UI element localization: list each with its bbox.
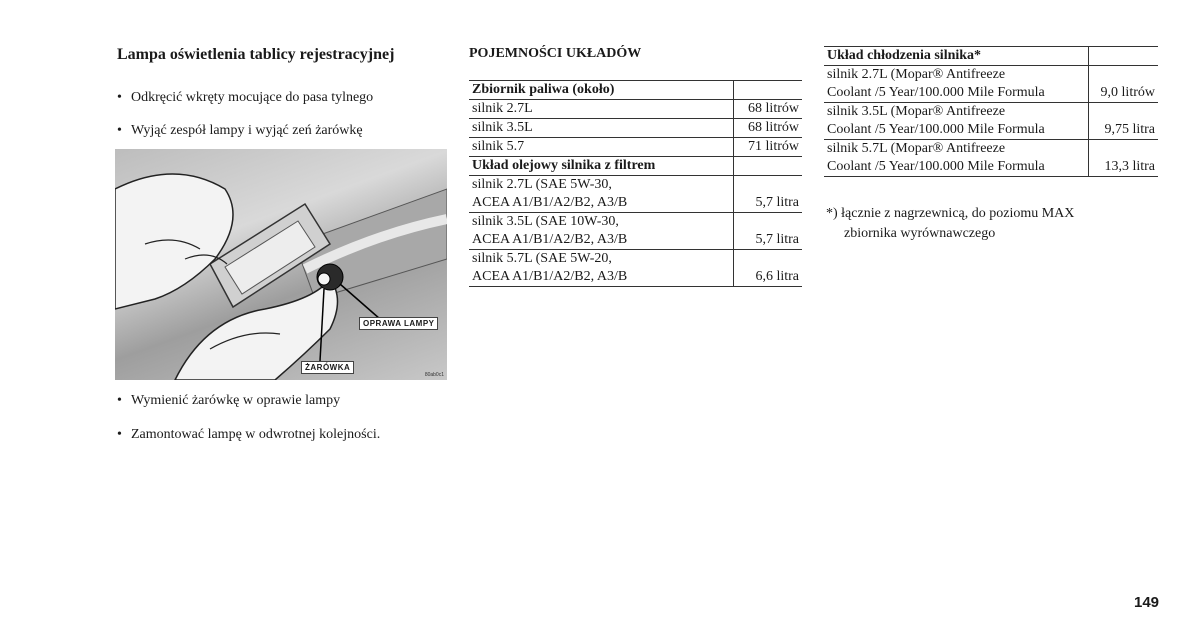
footnote-line: zbiornika wyrównawczego: [844, 226, 996, 241]
table-row-header: [824, 47, 1158, 66]
footnote-line: *) łącznie z nagrzewnicą, do poziomu MAX: [826, 206, 1075, 221]
engine-name: silnik 2.7L: [469, 100, 734, 119]
label-lamp-socket: OPRAWA LAMPY: [359, 317, 438, 330]
table-row-header: [469, 157, 802, 176]
table-row: [824, 66, 1158, 103]
engine-spec-line1: silnik 2.7L (Mopar® Antifreeze: [827, 67, 1006, 82]
engine-spec-line1: silnik 3.5L (SAE 10W-30,: [472, 214, 619, 229]
footnote: [826, 204, 1074, 244]
engine-spec-line2: Coolant /5 Year/100.000 Mile Formula: [827, 85, 1045, 100]
hands-lamp-drawing: [115, 149, 447, 380]
capacity-value: 6,6 litra: [734, 250, 803, 287]
step-item: • Wyjąć zespół lampy i wyjąć zeń żarówkę: [117, 123, 363, 139]
table-row: [824, 140, 1158, 177]
capacity-value: 9,75 litra: [1089, 103, 1159, 140]
table-row: [469, 138, 802, 157]
engine-spec-line2: Coolant /5 Year/100.000 Mile Formula: [827, 159, 1045, 174]
engine-spec-line1: silnik 5.7L (Mopar® Antifreeze: [827, 141, 1006, 156]
capacity-value: 68 litrów: [734, 119, 803, 138]
step-item: • Odkręcić wkręty mocujące do pasa tylnego: [117, 90, 373, 106]
table-row: [469, 100, 802, 119]
cooling-table: [824, 46, 1158, 177]
engine-spec-line2: ACEA A1/B1/A2/B2, A3/B: [472, 269, 628, 284]
engine-spec-line1: silnik 5.7L (SAE 5W-20,: [472, 251, 612, 266]
table-row: [469, 213, 802, 250]
engine-spec-line2: Coolant /5 Year/100.000 Mile Formula: [827, 122, 1045, 137]
table-row-header: [469, 81, 802, 100]
capacity-value: 68 litrów: [734, 100, 803, 119]
capacity-value: 71 litrów: [734, 138, 803, 157]
fuel-tank-header: Zbiornik paliwa (około): [469, 81, 734, 100]
table-row: [469, 176, 802, 213]
capacity-value: 9,0 litrów: [1089, 66, 1159, 103]
engine-spec-line1: silnik 2.7L (SAE 5W-30,: [472, 177, 612, 192]
step-item: • Wymienić żarówkę w oprawie lampy: [117, 393, 340, 409]
capacity-value: 5,7 litra: [734, 176, 803, 213]
oil-system-header: Układ olejowy silnika z filtrem: [469, 157, 734, 176]
table-row: [469, 119, 802, 138]
section-title-capacities: POJEMNOŚCI UKŁADÓW: [469, 46, 642, 61]
step-item: • Zamontować lampę w odwrotnej kolejności.: [117, 427, 380, 443]
table-row: [824, 103, 1158, 140]
engine-name: silnik 5.7: [469, 138, 734, 157]
lamp-illustration: [115, 149, 447, 380]
engine-spec-line2: ACEA A1/B1/A2/B2, A3/B: [472, 232, 628, 247]
table-row: [469, 250, 802, 287]
figure-code: 80ab0c1: [424, 372, 444, 378]
label-bulb: ŻARÓWKA: [301, 361, 354, 374]
cooling-system-header: Układ chłodzenia silnika*: [824, 47, 1089, 66]
capacity-value: 13,3 litra: [1089, 140, 1159, 177]
engine-spec-line1: silnik 3.5L (Mopar® Antifreeze: [827, 104, 1006, 119]
capacities-table: [469, 80, 802, 287]
capacity-value: 5,7 litra: [734, 213, 803, 250]
engine-name: silnik 3.5L: [469, 119, 734, 138]
page-number: 149: [1134, 594, 1160, 611]
engine-spec-line2: ACEA A1/B1/A2/B2, A3/B: [472, 195, 628, 210]
section-title-license-lamp: Lampa oświetlenia tablicy rejestracyjnej: [117, 46, 395, 63]
